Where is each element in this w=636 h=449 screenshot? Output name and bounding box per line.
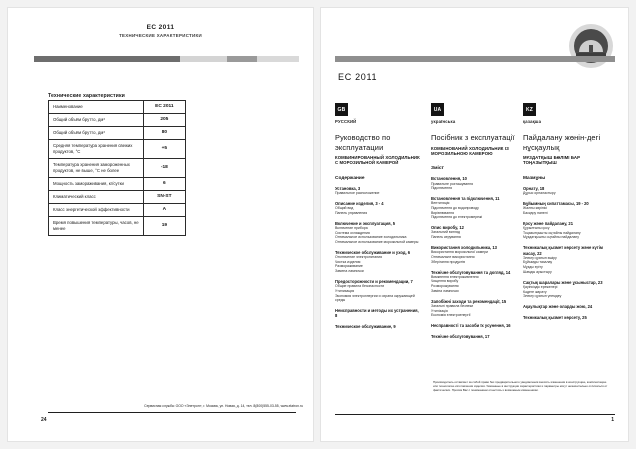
toc-group bbox=[335, 186, 421, 196]
toc-subentry[interactable]: Розморожування bbox=[431, 284, 459, 289]
language-badge-ua: UA bbox=[431, 103, 444, 116]
spec-value: A bbox=[143, 204, 185, 217]
toc-subentry[interactable]: Оптимальне використання bbox=[431, 254, 475, 259]
toc-subentry[interactable]: Мұздатқышты оңтайлы пайдалану bbox=[523, 235, 579, 240]
language-columns bbox=[335, 103, 617, 378]
spec-value: EC 2011 bbox=[143, 101, 185, 114]
disclaimer-text: Производитель оставляет за собой право без предварительного уведомления вносить изменения в конструкцию, комплектацию или технологию изготовления изделия. Указанные в инструкции характеристики и параметры могут незначительно отличаться от фактических. Просим Вас с пониманием отнестись к возможным изменениям. bbox=[433, 380, 608, 392]
toc-subentry[interactable]: Заміна лампочки bbox=[431, 288, 459, 293]
toc-subentry[interactable]: Мұзды еріту bbox=[523, 265, 543, 270]
left-header-model: EC 2011 bbox=[146, 24, 175, 31]
toc-subentry[interactable]: Экономия электроэнергии и охрана окружающей среды bbox=[335, 293, 415, 303]
left-footer-rule bbox=[48, 412, 296, 413]
toc-subentry[interactable]: Загальний вигляд bbox=[431, 230, 460, 235]
toc-entry[interactable]: Неисправности и методы их устранения, 8 bbox=[335, 308, 419, 319]
table-of-contents bbox=[335, 186, 421, 330]
toc-subentry[interactable]: Размораживание bbox=[335, 264, 363, 269]
toc-subentry[interactable]: Підключення bbox=[431, 186, 453, 191]
toc-subentry[interactable]: Общие правила безопасности bbox=[335, 284, 385, 289]
toc-group bbox=[335, 308, 421, 318]
left-page-divider-rule bbox=[34, 56, 299, 62]
toc-subentry[interactable]: Вимкнення електроживлення bbox=[431, 274, 479, 279]
right-page bbox=[321, 8, 628, 441]
toc-subentry[interactable]: Общий вид bbox=[335, 206, 354, 211]
table-row bbox=[49, 114, 186, 127]
toc-subentry[interactable]: Замена лампочки bbox=[335, 269, 364, 274]
toc-entry[interactable]: Описание изделия, 3 - 4 bbox=[335, 201, 384, 207]
spec-label: Средняя температура хранения свежих продуктов, °C bbox=[49, 140, 144, 159]
toc-subentry[interactable]: Система охлаждения bbox=[335, 230, 370, 235]
left-page-number: 24 bbox=[41, 417, 47, 423]
toc-subentry[interactable]: Утилизация bbox=[335, 288, 355, 293]
toc-subentry[interactable]: Панель управления bbox=[335, 210, 368, 215]
toc-group bbox=[335, 324, 421, 329]
table-row bbox=[49, 159, 186, 178]
toc-subentry[interactable]: Зберігання продуктів bbox=[431, 259, 465, 264]
toc-entry[interactable]: Запобіжні заходи та рекомендації, 15 bbox=[431, 298, 507, 304]
left-page-header bbox=[8, 24, 313, 39]
toc-subentry[interactable]: Включение прибора bbox=[335, 226, 368, 231]
toc-subentry[interactable]: Підключення до електромережі bbox=[431, 215, 483, 220]
spec-value: 80 bbox=[143, 127, 185, 140]
toc-group bbox=[523, 315, 609, 320]
table-of-contents bbox=[523, 186, 609, 320]
left-page bbox=[8, 8, 313, 441]
left-footer-text: Сервисная служба: ООО «Элетрон», г. Москва, ул. Новая, д. 14, тел. 8(800)555-03-55, www.elatron.ru bbox=[144, 404, 303, 408]
toc-subentry[interactable]: Кәдеге жарату bbox=[523, 289, 547, 294]
manual-subtitle: КОМБИНИРОВАННЫЙ ХОЛОДИЛЬНИК С МОРОЗИЛЬНОЙ КАМЕРОЙ bbox=[335, 155, 420, 166]
toc-subentry[interactable]: Панель керування bbox=[431, 235, 461, 240]
spec-label: Общий объём брутто, дм³ bbox=[49, 114, 144, 127]
language-name: РУССКИЙ bbox=[335, 119, 357, 124]
spec-label: Общий объём брутто, дм³ bbox=[49, 127, 144, 140]
toc-subentry[interactable]: Тоңазытқышты оңтайлы пайдалану bbox=[523, 230, 581, 235]
toc-entry[interactable]: Встановлення, 10 bbox=[431, 176, 467, 182]
toc-entry[interactable]: Орнату, 18 bbox=[523, 185, 545, 191]
toc-entry[interactable]: Техническое обслуживание и уход, 6 bbox=[335, 250, 411, 256]
rule-segment bbox=[180, 56, 228, 62]
language-column-kz bbox=[523, 103, 609, 326]
toc-entry[interactable]: Ақаулықтар және оларды жою, 24 bbox=[523, 304, 593, 310]
specifications-table bbox=[48, 100, 186, 236]
toc-entry[interactable]: Несправності та засоби їх усунення, 16 bbox=[431, 323, 511, 329]
right-page-number: 1 bbox=[611, 417, 614, 423]
product-model-title: EC 2011 bbox=[338, 72, 378, 82]
table-row bbox=[49, 191, 186, 204]
toc-group bbox=[523, 280, 609, 299]
toc-heading: Содержание bbox=[335, 175, 365, 181]
toc-subentry[interactable]: Оптимальное использование морозильной камеры bbox=[335, 239, 419, 244]
toc-group bbox=[523, 221, 609, 240]
spec-value: 205 bbox=[143, 114, 185, 127]
rule-segment bbox=[335, 56, 615, 62]
spec-value: +5 bbox=[143, 140, 185, 159]
rule-segment bbox=[227, 56, 256, 62]
toc-entry[interactable]: Технічне обслуговування та догляд, 14 bbox=[431, 269, 511, 275]
toc-subentry[interactable]: Отключение электропитания bbox=[335, 255, 382, 260]
table-row bbox=[49, 204, 186, 217]
manual-subtitle: КОМБІНОВАНИЙ ХОЛОДИЛЬНИК ІЗ МОРОЗИЛЬНОЮ КАМЕРОЮ bbox=[431, 145, 509, 156]
toc-entry[interactable]: Встановлення та підключення, 11 bbox=[431, 196, 500, 202]
spec-label: Время повышения температуры, часов, не менее bbox=[49, 217, 144, 236]
manual-subtitle: МҰЗДАТҚЫШ БӨЛІМІ БАР ТОҢАЗЫТҚЫШ bbox=[523, 155, 581, 166]
language-column-gb bbox=[335, 103, 421, 335]
toc-group bbox=[431, 270, 517, 294]
toc-subentry[interactable]: Чистка изделия bbox=[335, 259, 361, 264]
toc-group bbox=[523, 245, 609, 274]
toc-group bbox=[431, 196, 517, 220]
manual-title: Руководство по эксплуатации bbox=[335, 133, 391, 152]
toc-group bbox=[431, 334, 517, 339]
spec-value: -18 bbox=[143, 159, 185, 178]
toc-subentry[interactable]: Электр қуатын үнемдеу bbox=[523, 294, 562, 299]
toc-subentry[interactable]: Жалпы көрінісі bbox=[523, 206, 548, 211]
right-footer-rule bbox=[335, 414, 615, 415]
toc-entry[interactable]: Технічне обслуговування, 17 bbox=[431, 333, 490, 339]
spec-label: Мощность замораживания, кг/сутки bbox=[49, 178, 144, 191]
spec-value: 19 bbox=[143, 217, 185, 236]
toc-subentry[interactable]: Дұрыс орналастыру bbox=[523, 191, 556, 196]
right-page-divider-rule bbox=[335, 56, 615, 62]
toc-subentry[interactable]: Чищення виробу bbox=[431, 279, 459, 284]
toc-subentry[interactable]: Правильне розташування bbox=[431, 181, 473, 186]
language-column-ua bbox=[431, 103, 517, 345]
spec-label: Температура хранения замороженных продуктов, не выше, °C не более bbox=[49, 159, 144, 178]
toc-subentry[interactable]: Бұйымды тазалау bbox=[523, 260, 553, 265]
language-name: қазақша bbox=[523, 119, 542, 124]
toc-group bbox=[431, 245, 517, 264]
toc-group bbox=[431, 323, 517, 328]
toc-entry[interactable]: Техникалық қызмет көрсету, 25 bbox=[523, 314, 587, 320]
spec-table-caption: Технические характеристики bbox=[48, 93, 125, 99]
table-row bbox=[49, 140, 186, 159]
toc-entry[interactable]: Опис виробу, 12 bbox=[431, 225, 464, 231]
toc-subentry[interactable]: Оптимальное использование холодильника bbox=[335, 235, 407, 240]
toc-group bbox=[523, 201, 609, 215]
toc-heading: Мазмұны bbox=[523, 175, 546, 181]
toc-group bbox=[335, 201, 421, 215]
toc-group bbox=[335, 221, 421, 245]
toc-entry[interactable]: Қосу және пайдалану, 21 bbox=[523, 221, 573, 226]
spec-label: Класс энергетической эффективности bbox=[49, 204, 144, 217]
language-name: українська bbox=[431, 119, 456, 124]
language-badge-kz: KZ bbox=[523, 103, 536, 116]
toc-subentry[interactable]: Загальні правила безпеки bbox=[431, 303, 474, 308]
toc-entry[interactable]: Включение и эксплуатация, 5 bbox=[335, 221, 396, 226]
toc-entry[interactable]: Використання холодильника, 13 bbox=[431, 245, 497, 251]
toc-subentry[interactable]: Вентиляція bbox=[431, 201, 450, 206]
toc-group bbox=[431, 225, 517, 239]
toc-entry[interactable]: Установка, 3 bbox=[335, 185, 361, 191]
toc-heading: Зміст bbox=[431, 166, 444, 172]
toc-subentry[interactable]: Вирівнювання bbox=[431, 210, 454, 215]
toc-subentry[interactable]: Басқару панелі bbox=[523, 210, 548, 215]
language-badge-gb: GB bbox=[335, 103, 348, 116]
toc-group bbox=[523, 304, 609, 309]
table-row bbox=[49, 178, 186, 191]
toc-subentry[interactable]: Використання морозильної камери bbox=[431, 250, 488, 255]
toc-group bbox=[431, 299, 517, 318]
toc-entry[interactable]: Техническое обслуживание, 9 bbox=[335, 324, 396, 330]
rule-segment bbox=[257, 56, 299, 62]
toc-subentry[interactable]: Утилізація bbox=[431, 308, 448, 313]
toc-entry[interactable]: Бұйымның сипаттамасы, 19 - 20 bbox=[523, 201, 589, 207]
toc-subentry[interactable]: Правильное расположение bbox=[335, 191, 380, 196]
table-of-contents bbox=[431, 176, 517, 339]
table-row bbox=[49, 127, 186, 140]
toc-entry[interactable]: Предосторожности и рекомендации, 7 bbox=[335, 279, 413, 285]
spec-value: 6 bbox=[143, 178, 185, 191]
toc-entry[interactable]: Сақтық шаралары және ұсыныстар, 23 bbox=[523, 279, 603, 285]
spec-value: SN-ST bbox=[143, 191, 185, 204]
toc-subentry[interactable]: Економія електроенергії bbox=[431, 313, 471, 318]
toc-subentry[interactable]: Құрылғыны қосу bbox=[523, 226, 550, 231]
toc-subentry[interactable]: Шамды ауыстыру bbox=[523, 269, 552, 274]
toc-subentry[interactable]: Підключення до водопроводу bbox=[431, 206, 479, 210]
toc-group bbox=[335, 250, 421, 274]
toc-group bbox=[431, 176, 517, 190]
toc-group bbox=[335, 279, 421, 303]
spec-label: Наименование bbox=[49, 101, 144, 114]
spec-label: Климатический класс bbox=[49, 191, 144, 204]
left-header-subtitle: ТЕХНИЧЕСКИЕ ХАРАКТЕРИСТИКИ bbox=[119, 33, 202, 38]
manual-title: Посібник з експлуатації bbox=[431, 133, 515, 142]
toc-entry[interactable]: Техникалық қызмет көрсету және күтім жасау, 22 bbox=[523, 245, 603, 256]
toc-subentry[interactable]: Қауіпсіздік ережелері bbox=[523, 284, 558, 289]
table-row bbox=[49, 217, 186, 236]
manual-title: Пайдалану жөнін-дегі нұсқаулық bbox=[523, 133, 601, 152]
table-row bbox=[49, 101, 186, 114]
rule-segment bbox=[34, 56, 180, 62]
toc-group bbox=[523, 186, 609, 196]
toc-subentry[interactable]: Электр қуатын өшіру bbox=[523, 255, 557, 260]
